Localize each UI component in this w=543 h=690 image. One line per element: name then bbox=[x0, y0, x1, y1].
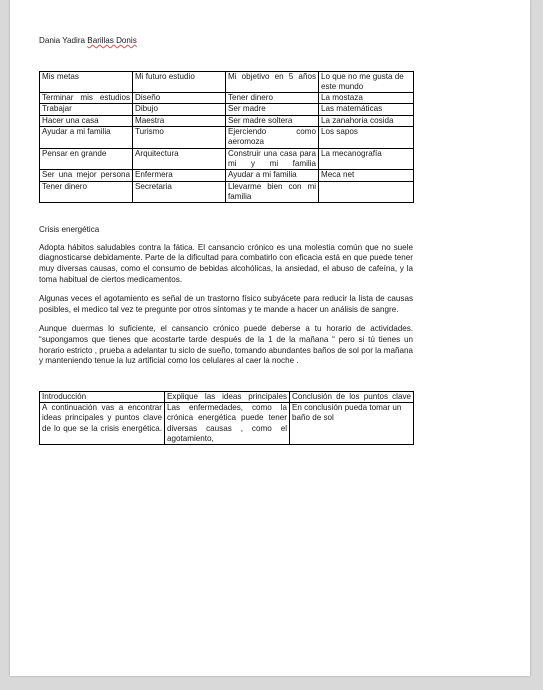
table-header-row bbox=[40, 391, 414, 402]
table-cell: Arquitectura bbox=[133, 148, 226, 170]
table-cell: Llevarme bien con mi familia bbox=[226, 181, 319, 203]
paragraph: Algunas veces el agotamiento es señal de un trastorno físico subyácete para reducir la lista de causas posibles, el medico tal vez te pregunte por otros síntomas y te mande a hacer un análisis de sangre. bbox=[39, 294, 413, 314]
table-cell: Hacer una casa bbox=[40, 115, 133, 126]
table-cell: Ser madre soltera bbox=[226, 115, 319, 126]
header-cell: Mi objetivo en 5 años bbox=[226, 71, 319, 93]
table-cell: Maestra bbox=[133, 115, 226, 126]
table-cell: Las matemáticas bbox=[319, 104, 414, 115]
paragraph: Adopta hábitos saludables contra la fática. El cansancio crónico es una molestia común que no suele diagnosticarse debidamente. Parte de la dificultad para combatirlo con eficacia está en que puede tener muy diversas causas, como el consumo de bebidas alcohólicas, la ansiedad, el abuso de cafeína, y la toma habitual de ciertos medicamentos. bbox=[39, 242, 413, 284]
table-row bbox=[40, 104, 414, 115]
table-cell: Diseño bbox=[133, 93, 226, 104]
table-cell: Ejerciendo como aeromoza bbox=[226, 127, 319, 149]
table-cell: Ayudar a mi familia bbox=[226, 170, 319, 181]
table-cell: La mostaza bbox=[319, 93, 414, 104]
table-cell: Pensar en grande bbox=[40, 148, 133, 170]
table-cell bbox=[319, 181, 414, 203]
table-row bbox=[40, 93, 414, 104]
table-row bbox=[40, 170, 414, 181]
header-cell: Mis metas bbox=[40, 71, 133, 93]
author-name bbox=[39, 36, 413, 47]
table-cell: Secretaria bbox=[133, 181, 226, 203]
section-title: Crisis energética bbox=[39, 225, 100, 235]
table-cell: Construir una casa para mi y mi familia bbox=[226, 148, 319, 170]
table-row bbox=[40, 115, 414, 126]
goals-table bbox=[39, 71, 414, 204]
table-cell: Trabajar bbox=[40, 104, 133, 115]
table-cell: Las enfermedades, como la crónica energética puede tener diversas causas , como el agotamiento, bbox=[165, 402, 290, 444]
table-cell: Dibujo bbox=[133, 104, 226, 115]
header-cell: Conclusión de los puntos clave bbox=[290, 391, 414, 402]
table-cell: Ayudar a mi familia bbox=[40, 127, 133, 149]
paragraph: Aunque duermas lo suficiente, el cansancio crónico puede deberse a tu horario de actividades. “supongamos que tienes que acostarte tarde después de la 1 de la mañana “ pero si tú tienes un horario estricto , prueba a adelantar tu siclo de sueño, tomando abundantes baños de sol por la mañana y manteniendo tenue la luz artificial como los celulares al caer la noche . bbox=[39, 324, 413, 366]
table-cell: Los sapos bbox=[319, 127, 414, 149]
header-cell: Mi futuro estudio bbox=[133, 71, 226, 93]
author-surname: Barillas Donis bbox=[87, 36, 137, 45]
table-cell: La zanahoria cosida bbox=[319, 115, 414, 126]
document-body bbox=[39, 36, 413, 445]
table-cell: Meca net bbox=[319, 170, 414, 181]
header-cell: Introducción bbox=[40, 391, 165, 402]
summary-table bbox=[39, 391, 414, 445]
table-cell: La mecanografía bbox=[319, 148, 414, 170]
table-row bbox=[40, 181, 414, 203]
table-cell: Tener dinero bbox=[226, 93, 319, 104]
header-cell: Explique las ideas principales bbox=[165, 391, 290, 402]
table-cell: A continuación vas a encontrar ideas principales y puntos clave de lo que se la crisis energética. bbox=[40, 402, 165, 444]
table-cell: Ser madre bbox=[226, 104, 319, 115]
document-page bbox=[10, 0, 530, 676]
table-row bbox=[40, 402, 414, 444]
table-cell: Turismo bbox=[133, 127, 226, 149]
table-cell: Tener dinero bbox=[40, 181, 133, 203]
table-cell: Enfermera bbox=[133, 170, 226, 181]
header-cell: Lo que no me gusta de este mundo bbox=[319, 71, 414, 93]
table-header-row bbox=[40, 71, 414, 93]
table-row bbox=[40, 148, 414, 170]
table-cell: Terminar mis estudios bbox=[40, 93, 133, 104]
table-row bbox=[40, 127, 414, 149]
author-first: Dania Yadira bbox=[39, 36, 88, 45]
table-cell: Ser una mejor persona bbox=[40, 170, 133, 181]
table-cell: En conclusión pueda tomar un baño de sol bbox=[290, 402, 414, 444]
